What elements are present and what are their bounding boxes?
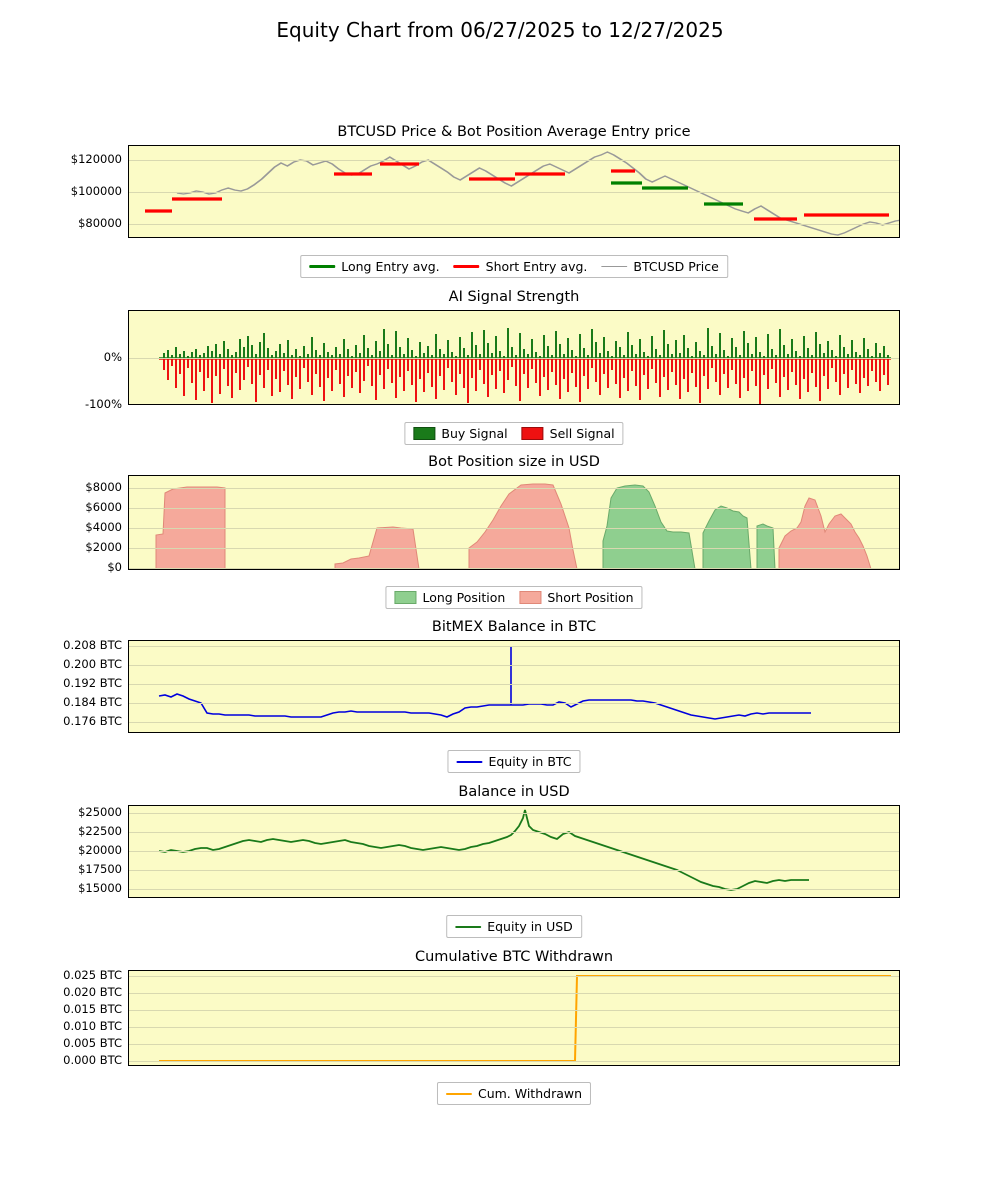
panel-cumulative-withdrawn <box>63 949 900 1101</box>
panel-title-cumulative-withdrawn: Cumulative BTC Withdrawn <box>414 949 614 965</box>
legend-swatch-long-entry <box>309 265 335 268</box>
ytick-label: $2000 <box>85 540 122 554</box>
legend-item-sell-signal <box>522 426 615 441</box>
ytick-label: 0.010 BTC <box>63 1019 122 1033</box>
plot-area-cumulative-withdrawn <box>128 970 900 1066</box>
plot-area-position-size <box>128 475 900 570</box>
legend-label: Long Position <box>422 590 506 605</box>
ytick-label: $17500 <box>78 862 122 876</box>
panel-title-position-size: Bot Position size in USD <box>428 454 600 470</box>
ytick-label: $22500 <box>78 824 122 838</box>
ytick-label: $25000 <box>78 805 122 819</box>
legend-label: Buy Signal <box>441 426 508 441</box>
legend-ai-signal <box>404 422 623 445</box>
legend-balance-usd <box>446 915 582 938</box>
ytick-label: $8000 <box>85 480 122 494</box>
plot-area-btcusd-price <box>128 145 900 238</box>
ytick-label: $120000 <box>70 152 122 166</box>
ytick-label: 0.176 BTC <box>63 714 122 728</box>
ytick-label: 0.200 BTC <box>63 657 122 671</box>
panel-title-ai-signal: AI Signal Strength <box>448 289 580 305</box>
legend-item-long-entry <box>309 259 439 274</box>
ytick-label: 0.184 BTC <box>63 695 122 709</box>
legend-position-size <box>385 586 642 609</box>
series-position-size <box>129 476 900 570</box>
ytick-label: 0.025 BTC <box>63 968 122 982</box>
legend-item-cum-withdrawn <box>446 1086 582 1101</box>
panel-balance-btc <box>63 619 900 769</box>
ytick-label: 0.192 BTC <box>63 676 122 690</box>
legend-swatch-btcusd-price <box>601 266 627 268</box>
plot-area-ai-signal <box>128 310 900 405</box>
ytick-label: $80000 <box>78 216 122 230</box>
plot-area-balance-btc <box>128 640 900 733</box>
ytick-label: $100000 <box>70 184 122 198</box>
legend-label: BTCUSD Price <box>633 259 719 274</box>
legend-label: Long Entry avg. <box>341 259 440 274</box>
legend-swatch-long-position <box>394 591 416 604</box>
legend-item-short-entry <box>454 259 588 274</box>
panel-ai-signal-strength <box>84 289 900 441</box>
legend-item-equity-usd <box>455 919 573 934</box>
legend-label: Short Entry avg. <box>485 259 588 274</box>
ytick-label: 0.208 BTC <box>63 638 122 652</box>
legend-swatch-short-entry <box>454 265 480 268</box>
ytick-label: $20000 <box>78 843 122 857</box>
legend-swatch-equity-usd <box>455 926 481 928</box>
ytick-label: $4000 <box>85 520 122 534</box>
legend-label: Equity in BTC <box>488 754 572 769</box>
legend-swatch-sell-signal <box>522 427 544 440</box>
series-balance-usd <box>129 806 900 898</box>
legend-label: Short Position <box>547 590 634 605</box>
panel-position-size <box>85 454 900 605</box>
legend-btcusd-price <box>300 255 728 278</box>
ytick-label: 0.020 BTC <box>63 985 122 999</box>
legend-cumulative-withdrawn <box>437 1082 591 1105</box>
legend-item-btcusd-price <box>601 259 718 274</box>
panel-title-balance-btc: BitMEX Balance in BTC <box>431 619 597 635</box>
ytick-label: 0.015 BTC <box>63 1002 122 1016</box>
legend-item-short-position <box>519 590 633 605</box>
panel-balance-usd <box>78 784 900 934</box>
legend-label: Cum. Withdrawn <box>477 1086 583 1101</box>
series-balance-btc <box>129 641 900 733</box>
ytick-label: 0.005 BTC <box>63 1036 122 1050</box>
ytick-label: $6000 <box>85 500 122 514</box>
series-cumulative-withdrawn <box>129 971 900 1066</box>
page-title: Equity Chart from 06/27/2025 to 12/27/2025 <box>276 18 724 42</box>
ytick-label: 0% <box>103 350 122 364</box>
legend-swatch-cum-withdrawn <box>446 1093 472 1095</box>
plot-area-balance-usd <box>128 805 900 898</box>
legend-swatch-short-position <box>519 591 541 604</box>
legend-swatch-buy-signal <box>413 427 435 440</box>
panel-btcusd-price <box>70 124 900 274</box>
legend-swatch-equity-btc <box>456 761 482 763</box>
legend-balance-btc <box>447 750 580 773</box>
panel-title-balance-usd: Balance in USD <box>458 784 570 800</box>
ytick-label: $0 <box>107 560 122 574</box>
ytick-label: 0.000 BTC <box>63 1053 122 1067</box>
ytick-label: -100% <box>84 397 122 411</box>
ytick-label: $15000 <box>78 881 122 895</box>
legend-item-long-position <box>394 590 505 605</box>
legend-item-buy-signal <box>413 426 507 441</box>
legend-label: Equity in USD <box>487 919 573 934</box>
panel-title-btcusd-price: BTCUSD Price & Bot Position Average Entry price <box>337 124 691 140</box>
legend-item-equity-btc <box>456 754 571 769</box>
legend-label: Sell Signal <box>549 426 615 441</box>
